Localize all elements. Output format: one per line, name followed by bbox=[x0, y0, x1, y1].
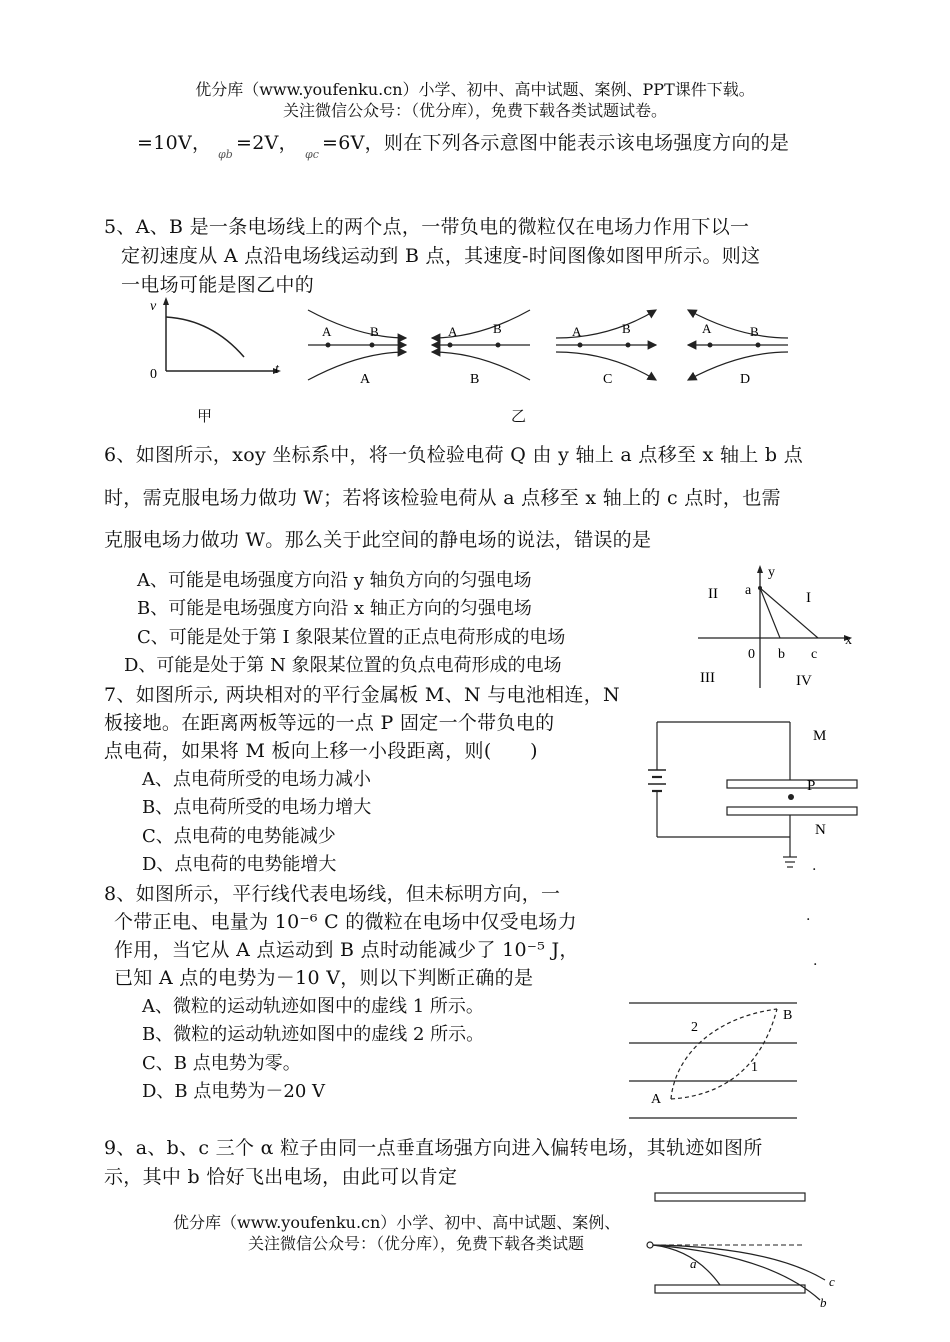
v-label: v bbox=[150, 299, 157, 314]
q8-line1: 8、如图所示，平行线代表电场线，但未标明方向，一 bbox=[104, 883, 561, 905]
svg-text:c: c bbox=[829, 1274, 835, 1289]
t-label: t bbox=[275, 362, 279, 377]
field-D bbox=[688, 310, 788, 387]
entry-point bbox=[647, 1242, 653, 1248]
q5-line1: 5、A、B 是一条电场线上的两个点，一带负电的微粒仅在电场力作用下以一 bbox=[104, 216, 750, 238]
phi-b-symbol: φb bbox=[218, 148, 233, 161]
field-B bbox=[432, 310, 530, 387]
q6-line1: 6、如图所示，xoy 坐标系中，将一负检验电荷 Q 由 y 轴上 a 点移至 x 轴上 b 点 bbox=[104, 444, 804, 466]
stray-dot: . bbox=[806, 908, 811, 924]
plate-N bbox=[727, 807, 857, 815]
q6-line2: 时，需克服电场力做功 W；若将该检验电荷从 a 点移至 x 轴上的 c 点时，也需 bbox=[104, 487, 781, 509]
point-P bbox=[788, 794, 794, 800]
q8-line2: 个带正电、电量为 10⁻⁶ C 的微粒在电场中仅受电场力 bbox=[114, 911, 577, 933]
q8-line3: 作用，当它从 A 点运动到 B 点时动能减少了 10⁻⁵ J， bbox=[114, 939, 579, 961]
svg-text:B: B bbox=[493, 321, 502, 336]
origin-label: 0 bbox=[150, 367, 157, 382]
page-footer-line2: 关注微信公众号：（优分库），免费下载各类试题 bbox=[248, 1234, 585, 1253]
svg-text:M: M bbox=[813, 728, 827, 744]
svg-text:B: B bbox=[622, 321, 631, 336]
field-B-label: B bbox=[470, 372, 480, 387]
q6-option-c: C、可能是处于第 I 象限某位置的正点电荷形成的电场 bbox=[137, 627, 566, 648]
svg-text:A: A bbox=[651, 1092, 662, 1107]
q8-option-c: C、B 点电势为零。 bbox=[142, 1053, 301, 1074]
q7-option-c: C、点电荷的电势能减少 bbox=[142, 826, 336, 847]
q6-option-b: B、可能是电场强度方向沿 x 轴正方向的匀强电场 bbox=[137, 598, 532, 619]
svg-text:IV: IV bbox=[796, 673, 812, 689]
svg-text:I: I bbox=[806, 590, 811, 606]
q7-option-b: B、点电荷所受的电场力增大 bbox=[142, 797, 372, 818]
field-D-label: D bbox=[740, 372, 751, 387]
field-A-label: A bbox=[360, 372, 371, 387]
page-header-line1: 优分库（www.youfenku.cn）小学、初中、高中试题、案例、PPT课件下载。 bbox=[195, 80, 755, 99]
svg-text:N: N bbox=[815, 822, 826, 838]
svg-text:2: 2 bbox=[691, 1020, 698, 1035]
svg-text:A: A bbox=[702, 321, 712, 336]
svg-text:y: y bbox=[768, 565, 775, 580]
lower-plate bbox=[655, 1285, 805, 1293]
upper-plate bbox=[655, 1193, 805, 1201]
q8-option-d: D、B 点电势为－20 V bbox=[142, 1081, 326, 1102]
svg-text:a: a bbox=[745, 583, 752, 598]
q7-option-d: D、点电荷的电势能增大 bbox=[142, 854, 337, 875]
phi-c-symbol: φc bbox=[305, 148, 319, 161]
page-footer-line1: 优分库（www.youfenku.cn）小学、初中、高中试题、案例、 bbox=[173, 1213, 621, 1232]
q8-line4: 已知 A 点的电势为－10 V，则以下判断正确的是 bbox=[114, 967, 534, 989]
svg-text:III: III bbox=[700, 670, 715, 686]
trajectory-a bbox=[653, 1245, 720, 1285]
svg-text:A: A bbox=[572, 324, 582, 339]
plate-M bbox=[727, 780, 857, 788]
q8-option-a: A、微粒的运动轨迹如图中的虚线 1 所示。 bbox=[142, 996, 484, 1017]
q9-deflection-figure bbox=[640, 1185, 850, 1310]
svg-text:B: B bbox=[783, 1008, 793, 1023]
field-C-label: C bbox=[603, 372, 613, 387]
q4-tail-part1: =10V， bbox=[137, 132, 212, 154]
q5-line2: 定初速度从 A 点沿电场线运动到 B 点，其速度-时间图像如图甲所示。则这 bbox=[121, 245, 761, 267]
label-yi: 乙 bbox=[511, 407, 527, 425]
label-jia: 甲 bbox=[197, 407, 213, 425]
field-A bbox=[308, 310, 406, 387]
q4-tail-part3: =6V，则在下列各示意图中能表示该电场强度方向的是 bbox=[322, 132, 790, 154]
q9-line2: 示，其中 b 恰好飞出电场，由此可以肯定 bbox=[104, 1166, 458, 1188]
svg-text:B: B bbox=[370, 324, 379, 339]
svg-text:II: II bbox=[708, 586, 718, 602]
q9-line1: 9、a、b、c 三个 α 粒子由同一点垂直场强方向进入偏转电场，其轨迹如图所 bbox=[104, 1137, 763, 1159]
svg-text:b: b bbox=[820, 1295, 827, 1310]
field-C bbox=[556, 310, 656, 387]
svg-text:A: A bbox=[448, 324, 458, 339]
q7-option-a: A、点电荷所受的电场力减小 bbox=[142, 769, 371, 790]
q6-line3: 克服电场力做功 W。那么关于此空间的静电场的说法，错误的是 bbox=[104, 529, 652, 551]
q6-option-a: A、可能是电场强度方向沿 y 轴负方向的匀强电场 bbox=[137, 570, 532, 591]
q7-capacitor-figure bbox=[645, 712, 865, 882]
svg-text:A: A bbox=[322, 324, 332, 339]
stray-dot: . bbox=[812, 858, 817, 874]
q7-line1: 7、如图所示, 两块相对的平行金属板 M、N 与电池相连，N bbox=[104, 684, 620, 706]
q6-coordinate-figure bbox=[690, 560, 865, 695]
q5-line3: 一电场可能是图乙中的 bbox=[121, 274, 315, 296]
stray-dot: . bbox=[813, 953, 818, 969]
q7-line2: 板接地。在距离两板等远的一点 P 固定一个带负电的 bbox=[104, 712, 555, 734]
q6-option-d: D、可能是处于第 N 象限某位置的负点电荷形成的电场 bbox=[124, 655, 562, 676]
q4-tail-part2: =2V， bbox=[236, 132, 298, 154]
svg-text:0: 0 bbox=[748, 647, 755, 662]
trajectory-c bbox=[653, 1245, 825, 1280]
page-header-line2: 关注微信公众号：（优分库），免费下载各类试题试卷。 bbox=[282, 101, 667, 120]
v-axis-arrow bbox=[163, 297, 169, 305]
svg-text:P: P bbox=[807, 778, 816, 794]
q8-field-lines-figure bbox=[625, 995, 805, 1125]
trajectory-b bbox=[653, 1245, 820, 1300]
svg-text:1: 1 bbox=[751, 1060, 758, 1075]
q7-line3: 点电荷，如果将 M 板向上移一小段距离，则( ) bbox=[104, 740, 538, 762]
q8-option-b: B、微粒的运动轨迹如图中的虚线 2 所示。 bbox=[142, 1024, 485, 1045]
velocity-curve bbox=[166, 317, 244, 357]
trajectory-2 bbox=[671, 1009, 777, 1099]
svg-text:b: b bbox=[778, 647, 785, 662]
trajectory-1 bbox=[671, 1009, 777, 1099]
q5-vt-graph bbox=[140, 295, 300, 385]
svg-text:B: B bbox=[750, 324, 759, 339]
q5-field-options bbox=[300, 300, 800, 395]
svg-text:c: c bbox=[811, 647, 818, 662]
svg-text:x: x bbox=[845, 633, 852, 648]
svg-text:a: a bbox=[690, 1256, 697, 1271]
